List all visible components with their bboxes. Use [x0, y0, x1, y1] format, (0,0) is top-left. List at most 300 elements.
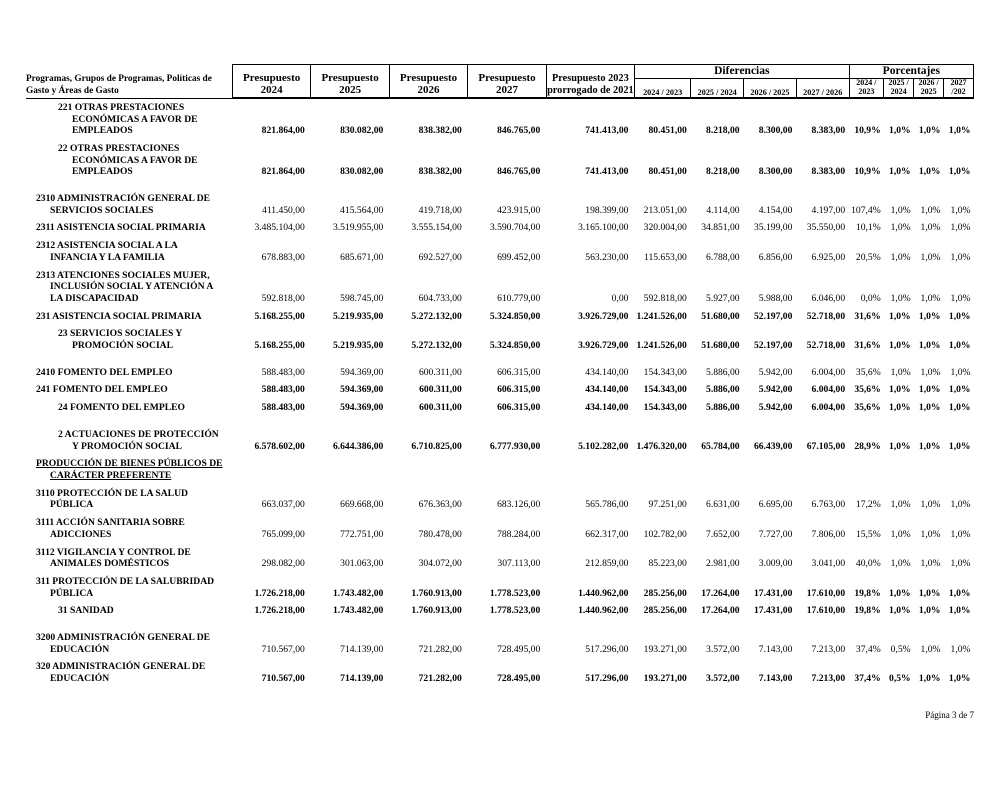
cell-amount-0: 678.883,00 — [261, 251, 305, 263]
cell-difference-2: 17.431,00 — [753, 605, 793, 617]
cell-amount-0: 1.726.218,00 — [254, 587, 305, 599]
cell-percent-2: 1,0% — [918, 166, 941, 178]
cell-percent-3: 1,0% — [948, 310, 971, 322]
table-row — [26, 573, 974, 602]
cell-percent-2: 1,0% — [920, 292, 941, 304]
cell-amount-1: 714.139,00 — [340, 673, 384, 685]
cell-percent-0: 20,5% — [855, 251, 881, 263]
cell-difference-0: 154.343,00 — [643, 384, 687, 396]
row-label: 311 PROTECCIÓN DE LA SALUBRIDAD PÚBLICA — [36, 575, 215, 599]
cell-percent-3: 1,0% — [948, 125, 971, 137]
cell-amount-1: 685.671,00 — [340, 251, 384, 263]
cell-percent-1: 1,0% — [889, 384, 911, 396]
cell-amount-2: 6.710.825,00 — [411, 440, 462, 452]
cell-amount-3: 683.126,00 — [497, 499, 541, 511]
cell-amount-2: 780.478,00 — [418, 528, 462, 540]
cell-amount-3: 423.915,00 — [497, 204, 541, 216]
cell-amount-3: 6.777.930,00 — [489, 440, 541, 452]
cell-amount-3: 606.315,00 — [497, 366, 541, 378]
cell-percent-2: 1,0% — [920, 222, 941, 234]
header-row-main — [26, 65, 974, 79]
cell-amount-2: 676.363,00 — [418, 499, 462, 511]
cell-percent-1: 1,0% — [889, 340, 911, 352]
cell-difference-2: 5.942,00 — [758, 384, 793, 396]
row-label: 2 ACTUACIONES DE PROTECCIÓN Y PROMOCIÓN SOCIAL — [58, 428, 219, 452]
row-spacer — [26, 355, 974, 364]
cell-difference-0: 1.476.320,00 — [636, 440, 687, 452]
cell-difference-2: 7.143,00 — [758, 673, 793, 685]
cell-difference-1: 7.652,00 — [706, 528, 740, 540]
cell-amount-0: 3.485.104,00 — [254, 222, 305, 234]
header-pct-2025-2024: 2025 / 2024 — [884, 79, 914, 98]
cell-amount-0: 710.567,00 — [261, 673, 305, 685]
cell-percent-0: 19,8% — [854, 605, 881, 617]
cell-difference-3: 7.213,00 — [811, 673, 846, 685]
cell-amount-2: 419.718,00 — [418, 204, 462, 216]
cell-amount-4: 1.440.962,00 — [578, 587, 629, 599]
header-dif-2024-2023: 2024 / 2023 — [634, 79, 690, 98]
table-row — [26, 98, 974, 140]
cell-amount-3: 846.765,00 — [497, 166, 541, 178]
cell-percent-0: 35,6% — [854, 384, 881, 396]
cell-percent-3: 1,0% — [948, 402, 971, 414]
cell-difference-0: 1.241.526,00 — [636, 310, 687, 322]
table-row — [26, 237, 974, 266]
row-label: 2312 ASISTENCIA SOCIAL A LA INFANCIA Y LA FAMILIA — [36, 240, 178, 263]
cell-percent-3: 1,0% — [948, 166, 971, 178]
cell-difference-2: 4.154,00 — [758, 204, 793, 216]
cell-percent-0: 31,6% — [854, 340, 881, 352]
table-row — [26, 325, 974, 354]
cell-difference-1: 4.114,00 — [706, 204, 740, 216]
table-row — [26, 426, 974, 455]
cell-difference-1: 3.572,00 — [706, 643, 740, 655]
cell-difference-3: 6.925,00 — [811, 251, 846, 263]
cell-difference-3: 6.004,00 — [811, 384, 846, 396]
cell-amount-2: 600.311,00 — [419, 402, 462, 414]
cell-difference-1: 2.981,00 — [706, 558, 740, 570]
table-row — [26, 219, 974, 237]
cell-amount-3: 5.324.850,00 — [489, 340, 541, 352]
cell-amount-1: 5.219.935,00 — [332, 310, 384, 322]
cell-amount-2: 3.555.154,00 — [411, 222, 462, 234]
cell-amount-0: 411.450,00 — [262, 204, 305, 216]
cell-difference-3: 52.718,00 — [806, 310, 846, 322]
cell-amount-1: 594.369,00 — [340, 366, 384, 378]
row-label: 23 SERVICIOS SOCIALES Y PROMOCIÓN SOCIAL — [58, 328, 182, 352]
row-label: 231 ASISTENCIA SOCIAL PRIMARIA — [36, 310, 202, 322]
cell-difference-3: 6.004,00 — [811, 402, 846, 414]
cell-amount-4: 434.140,00 — [585, 384, 629, 396]
cell-amount-0: 663.037,00 — [261, 499, 305, 511]
cell-amount-4: 517.296,00 — [585, 643, 629, 655]
cell-percent-1: 1,0% — [890, 366, 911, 378]
table-header — [26, 65, 974, 99]
cell-amount-0: 588.483,00 — [261, 402, 305, 414]
cell-amount-4: 517.296,00 — [585, 673, 629, 685]
cell-amount-2: 600.311,00 — [419, 384, 462, 396]
cell-amount-3: 307.113,00 — [497, 558, 541, 570]
cell-amount-3: 606.315,00 — [497, 384, 541, 396]
cell-difference-0: 85.223,00 — [648, 558, 687, 570]
row-spacer — [26, 181, 974, 190]
cell-percent-2: 1,0% — [920, 204, 941, 216]
cell-percent-2: 1,0% — [920, 366, 941, 378]
cell-difference-1: 51.680,00 — [701, 310, 740, 322]
header-group-diferencias: Diferencias — [634, 65, 849, 79]
cell-percent-2: 1,0% — [918, 310, 941, 322]
cell-amount-1: 301.063,00 — [340, 558, 384, 570]
row-spacer — [26, 417, 974, 426]
cell-difference-1: 8.218,00 — [706, 166, 740, 178]
cell-percent-1: 1,0% — [890, 499, 911, 511]
cell-percent-3: 1,0% — [950, 251, 971, 263]
cell-difference-1: 5.886,00 — [706, 366, 740, 378]
cell-percent-2: 1,0% — [918, 440, 941, 452]
cell-amount-2: 604.733,00 — [418, 292, 462, 304]
header-pct-2027-2026: 2027 /202 — [944, 79, 974, 98]
cell-percent-1: 1,0% — [889, 310, 911, 322]
cell-percent-1: 1,0% — [889, 402, 911, 414]
cell-difference-1: 5.927,00 — [706, 292, 740, 304]
header-presupuesto-2026: Presupuesto 2026 — [389, 65, 467, 98]
cell-difference-2: 6.695,00 — [758, 499, 793, 511]
cell-percent-0: 35,6% — [855, 366, 881, 378]
cell-difference-1: 5.886,00 — [706, 402, 740, 414]
cell-difference-3: 6.763,00 — [811, 499, 846, 511]
cell-difference-3: 6.046,00 — [811, 292, 846, 304]
cell-percent-1: 1,0% — [889, 125, 911, 137]
cell-percent-3: 1,0% — [950, 528, 971, 540]
cell-difference-3: 7.806,00 — [811, 528, 846, 540]
cell-percent-1: 1,0% — [889, 587, 911, 599]
row-label: 320 ADMINISTRACIÓN GENERAL DE EDUCACIÓN — [36, 661, 206, 685]
cell-amount-2: 5.272.132,00 — [411, 340, 462, 352]
cell-amount-3: 846.765,00 — [497, 125, 541, 137]
cell-percent-1: 1,0% — [889, 440, 911, 452]
cell-percent-2: 1,0% — [920, 499, 941, 511]
cell-difference-2: 5.942,00 — [758, 402, 793, 414]
cell-amount-1: 5.219.935,00 — [332, 340, 384, 352]
cell-amount-4: 741.413,00 — [585, 125, 629, 137]
table-row — [26, 544, 974, 573]
header-presupuesto-2025: Presupuesto 2025 — [311, 65, 389, 98]
cell-difference-0: 1.241.526,00 — [636, 340, 687, 352]
cell-difference-2: 8.300,00 — [758, 125, 793, 137]
cell-difference-2: 7.727,00 — [758, 528, 793, 540]
cell-difference-3: 17.610,00 — [806, 605, 846, 617]
cell-amount-2: 1.760.913,00 — [411, 605, 462, 617]
row-label: 221 OTRAS PRESTACIONES ECONÓMICAS A FAVOR DE EMPLEADOS — [58, 101, 198, 137]
cell-amount-3: 728.495,00 — [497, 643, 541, 655]
row-label: 2311 ASISTENCIA SOCIAL PRIMARIA — [36, 222, 206, 234]
row-label: 2410 FOMENTO DEL EMPLEO — [36, 366, 173, 378]
cell-percent-2: 1,0% — [918, 587, 941, 599]
header-presupuesto-2024: Presupuesto 2024 — [232, 65, 310, 98]
cell-percent-3: 1,0% — [948, 605, 971, 617]
cell-percent-3: 1,0% — [950, 643, 971, 655]
cell-difference-3: 4.197,00 — [811, 204, 846, 216]
table-row — [26, 399, 974, 417]
cell-difference-1: 8.218,00 — [706, 125, 740, 137]
cell-percent-1: 1,0% — [889, 605, 911, 617]
cell-amount-4: 1.440.962,00 — [578, 605, 629, 617]
cell-amount-4: 0,00 — [611, 292, 629, 304]
row-label: 2313 ATENCIONES SOCIALES MUJER, INCLUSIÓN SOCIAL Y ATENCIÓN A LA DISCAPACIDAD — [36, 269, 213, 304]
cell-amount-1: 669.668,00 — [340, 499, 384, 511]
cell-percent-2: 1,0% — [920, 251, 941, 263]
cell-percent-2: 1,0% — [918, 605, 941, 617]
cell-amount-4: 434.140,00 — [585, 366, 629, 378]
row-label: 24 FOMENTO DEL EMPLEO — [58, 402, 185, 414]
cell-percent-3: 1,0% — [950, 204, 971, 216]
cell-difference-2: 5.988,00 — [758, 292, 793, 304]
cell-amount-4: 662.317,00 — [585, 528, 629, 540]
cell-difference-0: 592.818,00 — [643, 292, 687, 304]
cell-difference-0: 193.271,00 — [643, 673, 687, 685]
table-row — [26, 308, 974, 326]
table-row — [26, 381, 974, 399]
cell-amount-1: 594.369,00 — [340, 384, 384, 396]
row-label: 3111 ACCIÓN SANITARIA SOBRE ADICCIONES — [36, 517, 185, 540]
cell-amount-0: 765.099,00 — [261, 528, 305, 540]
cell-amount-2: 838.382,00 — [418, 166, 462, 178]
row-label: 3110 PROTECCIÓN DE LA SALUD PÚBLICA — [36, 487, 188, 511]
cell-amount-2: 721.282,00 — [418, 673, 462, 685]
row-label: 22 OTRAS PRESTACIONES ECONÓMICAS A FAVOR DE EMPLEADOS — [58, 142, 198, 178]
cell-difference-2: 7.143,00 — [758, 643, 793, 655]
cell-amount-2: 5.272.132,00 — [411, 310, 462, 322]
cell-amount-4: 3.165.100,00 — [578, 222, 629, 234]
cell-amount-3: 699.452,00 — [497, 251, 541, 263]
cell-percent-0: 10,1% — [855, 222, 881, 234]
cell-amount-0: 298.082,00 — [261, 558, 305, 570]
cell-difference-0: 285.256,00 — [643, 605, 687, 617]
table-body — [26, 98, 974, 688]
cell-amount-3: 606.315,00 — [497, 402, 541, 414]
cell-percent-1: 1,0% — [889, 166, 911, 178]
cell-amount-1: 830.082,00 — [340, 125, 384, 137]
cell-amount-2: 721.282,00 — [418, 643, 462, 655]
cell-percent-2: 1,0% — [918, 340, 941, 352]
cell-difference-1: 17.264,00 — [701, 587, 740, 599]
table-row — [26, 364, 974, 382]
cell-percent-2: 1,0% — [918, 402, 941, 414]
cell-amount-1: 598.745,00 — [340, 292, 384, 304]
cell-amount-0: 588.483,00 — [261, 366, 305, 378]
cell-difference-1: 5.886,00 — [706, 384, 740, 396]
cell-percent-1: 0,5% — [890, 643, 911, 655]
cell-percent-3: 1,0% — [948, 587, 971, 599]
cell-difference-2: 6.856,00 — [758, 251, 793, 263]
cell-difference-3: 67.105,00 — [806, 440, 846, 452]
cell-percent-0: 31,6% — [854, 310, 881, 322]
cell-difference-1: 6.631,00 — [706, 499, 740, 511]
row-label: 31 SANIDAD — [58, 605, 114, 617]
cell-amount-0: 5.168.255,00 — [254, 310, 305, 322]
cell-difference-0: 80.451,00 — [648, 125, 687, 137]
cell-difference-0: 80.451,00 — [648, 166, 687, 178]
cell-difference-2: 3.009,00 — [758, 558, 793, 570]
cell-amount-1: 714.139,00 — [340, 643, 384, 655]
cell-percent-1: 1,0% — [890, 204, 911, 216]
header-pct-2026-2025: 2026 / 2025 — [914, 79, 944, 98]
cell-percent-2: 1,0% — [920, 528, 941, 540]
cell-difference-0: 320.004,00 — [643, 222, 687, 234]
cell-difference-2: 52.197,00 — [753, 340, 793, 352]
cell-difference-2: 17.431,00 — [753, 587, 793, 599]
row-label: 3112 VIGILANCIA Y CONTROL DE ANIMALES DOMÉSTICOS — [36, 546, 191, 570]
cell-amount-0: 592.818,00 — [261, 292, 305, 304]
header-pct-2024-2023: 2024 / 2023 — [849, 79, 884, 98]
cell-amount-2: 1.760.913,00 — [411, 587, 462, 599]
header-presupuesto-prorrogado: Presupuesto 2023 prorrogado de 2021 — [546, 65, 634, 98]
cell-percent-3: 1,0% — [950, 292, 971, 304]
cell-percent-2: 1,0% — [918, 125, 941, 137]
row-label: 241 FOMENTO DEL EMPLEO — [36, 384, 168, 396]
budget-table — [26, 64, 974, 688]
cell-amount-4: 434.140,00 — [585, 402, 629, 414]
cell-amount-2: 304.072,00 — [418, 558, 462, 570]
cell-difference-0: 154.343,00 — [643, 366, 687, 378]
cell-amount-1: 415.564,00 — [340, 204, 384, 216]
row-label: 2310 ADMINISTRACIÓN GENERAL DE SERVICIOS SOCIALES — [36, 193, 211, 216]
cell-percent-3: 1,0% — [950, 222, 971, 234]
cell-percent-1: 1,0% — [890, 251, 911, 263]
table-row — [26, 190, 974, 219]
cell-percent-1: 1,0% — [890, 558, 911, 570]
cell-amount-3: 788.284,00 — [497, 528, 541, 540]
cell-difference-0: 115.653,00 — [644, 251, 687, 263]
cell-percent-0: 37,4% — [854, 673, 881, 685]
table-row — [26, 658, 974, 687]
cell-percent-3: 1,0% — [950, 499, 971, 511]
cell-amount-3: 1.778.523,00 — [489, 605, 541, 617]
row-label: 3200 ADMINISTRACIÓN GENERAL DE EDUCACIÓN — [36, 632, 211, 655]
cell-difference-3: 6.004,00 — [811, 366, 846, 378]
cell-difference-3: 3.041,00 — [811, 558, 846, 570]
cell-percent-0: 17,2% — [855, 499, 881, 511]
cell-amount-1: 6.644.386,00 — [332, 440, 384, 452]
cell-percent-0: 0,0% — [860, 292, 881, 304]
cell-difference-1: 65.784,00 — [701, 440, 740, 452]
cell-difference-3: 8.383,00 — [811, 125, 846, 137]
cell-amount-4: 741.413,00 — [585, 166, 629, 178]
cell-amount-2: 838.382,00 — [418, 125, 462, 137]
table-row — [26, 514, 974, 543]
header-dif-2025-2024: 2025 / 2024 — [691, 79, 744, 98]
cell-difference-3: 52.718,00 — [806, 340, 846, 352]
cell-percent-3: 1,0% — [948, 340, 971, 352]
cell-difference-0: 193.271,00 — [643, 643, 687, 655]
cell-difference-1: 51.680,00 — [701, 340, 740, 352]
cell-amount-3: 610.779,00 — [497, 292, 541, 304]
cell-difference-1: 3.572,00 — [706, 673, 740, 685]
cell-percent-3: 1,0% — [948, 440, 971, 452]
cell-amount-3: 1.778.523,00 — [489, 587, 541, 599]
cell-percent-0: 10,9% — [854, 166, 881, 178]
cell-amount-1: 1.743.482,00 — [332, 587, 384, 599]
cell-percent-0: 10,9% — [854, 125, 881, 137]
cell-percent-2: 1,0% — [918, 673, 941, 685]
cell-percent-0: 15,5% — [855, 528, 881, 540]
cell-difference-3: 17.610,00 — [806, 587, 846, 599]
header-dif-2027-2026: 2027 / 2026 — [796, 79, 849, 98]
cell-difference-0: 213.051,00 — [643, 204, 687, 216]
header-presupuesto-2027: Presupuesto 2027 — [468, 65, 546, 98]
cell-percent-0: 35,6% — [854, 402, 881, 414]
cell-percent-3: 1,0% — [948, 384, 971, 396]
cell-difference-3: 35.550,00 — [806, 222, 846, 234]
cell-amount-4: 198.399,00 — [585, 204, 629, 216]
cell-amount-4: 563.230,00 — [585, 251, 629, 263]
cell-difference-0: 285.256,00 — [643, 587, 687, 599]
cell-amount-0: 821.864,00 — [261, 125, 305, 137]
cell-percent-2: 1,0% — [918, 384, 941, 396]
page-footer: Página 3 de 7 — [925, 710, 974, 720]
cell-percent-1: 0,5% — [889, 673, 911, 685]
table-row — [26, 140, 974, 181]
cell-amount-1: 3.519.955,00 — [332, 222, 384, 234]
cell-amount-2: 600.311,00 — [418, 366, 462, 378]
cell-difference-1: 34.851,00 — [701, 222, 740, 234]
cell-percent-0: 40,0% — [855, 558, 881, 570]
section-title: PRODUCCIÓN DE BIENES PÚBLICOS DE CARÁCTER PREFERENTE — [36, 458, 223, 481]
cell-amount-4: 212.859,00 — [585, 558, 629, 570]
cell-difference-3: 8.383,00 — [811, 166, 846, 178]
section-title-row — [26, 455, 974, 484]
cell-amount-3: 5.324.850,00 — [489, 310, 541, 322]
cell-amount-0: 588.483,00 — [261, 384, 305, 396]
cell-percent-1: 1,0% — [890, 222, 911, 234]
cell-amount-3: 728.495,00 — [497, 673, 541, 685]
cell-amount-0: 5.168.255,00 — [254, 340, 305, 352]
cell-difference-0: 102.782,00 — [643, 528, 687, 540]
cell-percent-3: 1,0% — [950, 366, 971, 378]
cell-difference-2: 52.197,00 — [753, 310, 793, 322]
cell-difference-1: 17.264,00 — [701, 605, 740, 617]
cell-amount-1: 772.751,00 — [340, 528, 384, 540]
cell-percent-0: 37,4% — [855, 643, 881, 655]
cell-percent-0: 19,8% — [854, 587, 881, 599]
cell-amount-2: 692.527,00 — [418, 251, 462, 263]
cell-percent-1: 1,0% — [890, 292, 911, 304]
cell-difference-2: 8.300,00 — [758, 166, 793, 178]
table-row — [26, 629, 974, 658]
cell-amount-0: 6.578.602,00 — [254, 440, 305, 452]
header-description: Programas, Grupos de Programas, Políticas de Gasto y Áreas de Gasto — [26, 74, 212, 97]
cell-difference-2: 5.942,00 — [758, 366, 793, 378]
cell-difference-3: 7.213,00 — [811, 643, 846, 655]
table-row — [26, 485, 974, 514]
cell-amount-1: 1.743.482,00 — [332, 605, 384, 617]
header-dif-2026-2025: 2026 / 2025 — [744, 79, 797, 98]
cell-percent-3: 1,0% — [950, 558, 971, 570]
cell-percent-3: 1,0% — [948, 673, 971, 685]
cell-amount-0: 821.864,00 — [261, 166, 305, 178]
cell-amount-4: 3.926.729,00 — [578, 310, 629, 322]
cell-difference-0: 97.251,00 — [648, 499, 687, 511]
header-group-porcentajes: Porcentajes — [849, 65, 973, 79]
cell-difference-1: 6.788,00 — [706, 251, 740, 263]
cell-amount-4: 565.786,00 — [585, 499, 629, 511]
table-row — [26, 602, 974, 620]
cell-percent-0: 28,9% — [854, 440, 881, 452]
cell-amount-4: 5.102.282,00 — [578, 440, 629, 452]
table-row — [26, 267, 974, 308]
cell-amount-0: 710.567,00 — [261, 643, 305, 655]
cell-amount-1: 594.369,00 — [340, 402, 384, 414]
